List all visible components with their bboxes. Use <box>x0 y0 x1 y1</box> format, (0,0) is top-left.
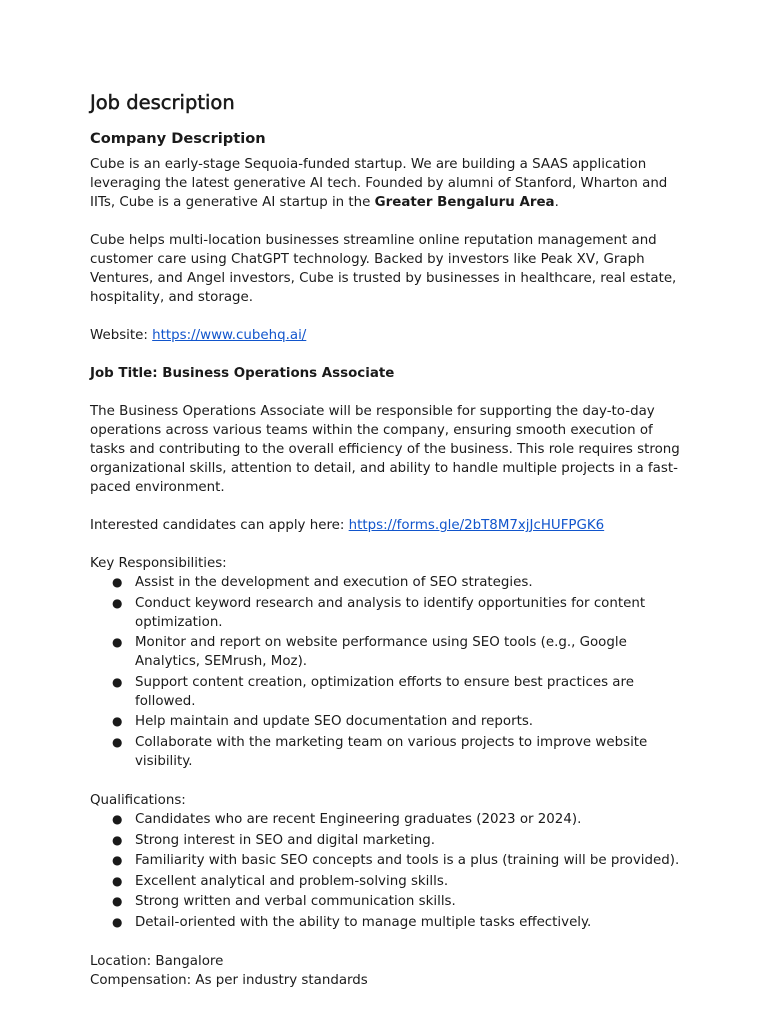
bullet-icon: ● <box>112 734 123 749</box>
bullet-icon: ● <box>112 873 123 888</box>
list-item <box>90 573 690 592</box>
list-item <box>90 673 690 711</box>
company-about-paragraph: Cube helps multi-location businesses streamline online reputation management and customer care using ChatGPT technology. Backed by investors like Peak XV, Graph Ventures, and Angel investors, Cube is trusted by businesses in healthcare, real estate, hospitality, and storage. <box>90 233 677 305</box>
apply-label: Interested candidates can apply here: <box>90 518 349 533</box>
company-location-bold: Greater Bengaluru Area <box>374 195 555 210</box>
website-label: Website: <box>90 328 153 343</box>
company-description-heading: Company Description <box>90 130 266 147</box>
list-item-text: Familiarity with basic SEO concepts and tools is a plus (training will be provided). <box>135 853 680 868</box>
responsibilities-heading: Key Responsibilities: <box>90 556 227 571</box>
bullet-icon: ● <box>112 853 123 867</box>
bullet-icon: ● <box>112 595 123 610</box>
apply-link[interactable]: https://forms.gle/2bT8M7xjJcHUFPGK6 <box>348 518 605 533</box>
website-line <box>90 326 690 345</box>
responsibilities-list <box>90 573 690 771</box>
list-item <box>90 633 690 671</box>
list-item-text: Conduct keyword research and analysis to identify opportunities for content optimization. <box>135 595 646 630</box>
bullet-icon: ● <box>112 812 123 826</box>
list-item-text: Support content creation, optimization efforts to ensure best practices are followed. <box>135 674 634 709</box>
company-intro-text: Cube is an early-stage Sequoia-funded startup. We are building a SAAS application leveraging the latest generative AI tech. Founded by alumni of Stanford, Wharton and IITs, Cube is a generative AI startup in the <box>90 157 668 210</box>
list-item <box>90 733 690 771</box>
list-item-text: Strong written and verbal communication skills. <box>135 894 456 909</box>
list-item <box>90 872 690 891</box>
bullet-icon: ● <box>112 894 123 908</box>
bullet-icon: ● <box>112 832 123 847</box>
list-item <box>90 594 690 632</box>
list-item <box>90 892 690 911</box>
job-title <box>90 364 690 383</box>
list-item <box>90 913 690 932</box>
list-item <box>90 712 690 731</box>
list-item-text: Strong interest in SEO and digital marketing. <box>135 832 436 848</box>
list-item-text: Help maintain and update SEO documentation and reports. <box>135 714 534 729</box>
company-intro-paragraph <box>90 155 690 212</box>
compensation-line: Compensation: As per industry standards <box>90 973 368 988</box>
page-title: Job description <box>90 91 235 114</box>
qualifications-heading: Qualifications: <box>90 793 186 808</box>
qualifications-list <box>90 810 690 932</box>
document-page <box>90 90 690 990</box>
job-summary-paragraph: The Business Operations Associate will be responsible for supporting the day-to-day operations across various teams within the company, ensuring smooth execution of tasks and contributing to the overall efficiency of the business. This role requires strong organizational skills, attention to detail, and ability to handle multiple projects in a fast-paced environment. <box>90 404 680 495</box>
company-intro-end: . <box>554 195 559 210</box>
list-item <box>90 810 690 829</box>
list-item-text: Detail-oriented with the ability to manage multiple tasks effectively. <box>135 914 592 930</box>
list-item-text: Assist in the development and execution of SEO strategies. <box>135 575 533 590</box>
list-item <box>90 851 690 870</box>
list-item-text: Candidates who are recent Engineering graduates (2023 or 2024). <box>135 812 582 827</box>
location-line: Location: Bangalore <box>90 954 224 969</box>
bullet-icon: ● <box>112 914 123 929</box>
list-item-text: Collaborate with the marketing team on various projects to improve website visibility. <box>135 734 648 769</box>
bullet-icon: ● <box>112 635 123 649</box>
bullet-icon: ● <box>112 674 123 689</box>
list-item-text: Excellent analytical and problem-solving skills. <box>135 873 449 889</box>
bullet-icon: ● <box>112 714 123 728</box>
website-link[interactable]: https://www.cubehq.ai/ <box>152 328 307 343</box>
apply-line <box>90 516 690 535</box>
list-item-text: Monitor and report on website performance using SEO tools (e.g., Google Analytics, SEMrush, Moz). <box>135 635 627 669</box>
list-item <box>90 831 690 850</box>
bullet-icon: ● <box>112 575 123 589</box>
job-title-text: Job Title: Business Operations Associate <box>90 366 395 381</box>
